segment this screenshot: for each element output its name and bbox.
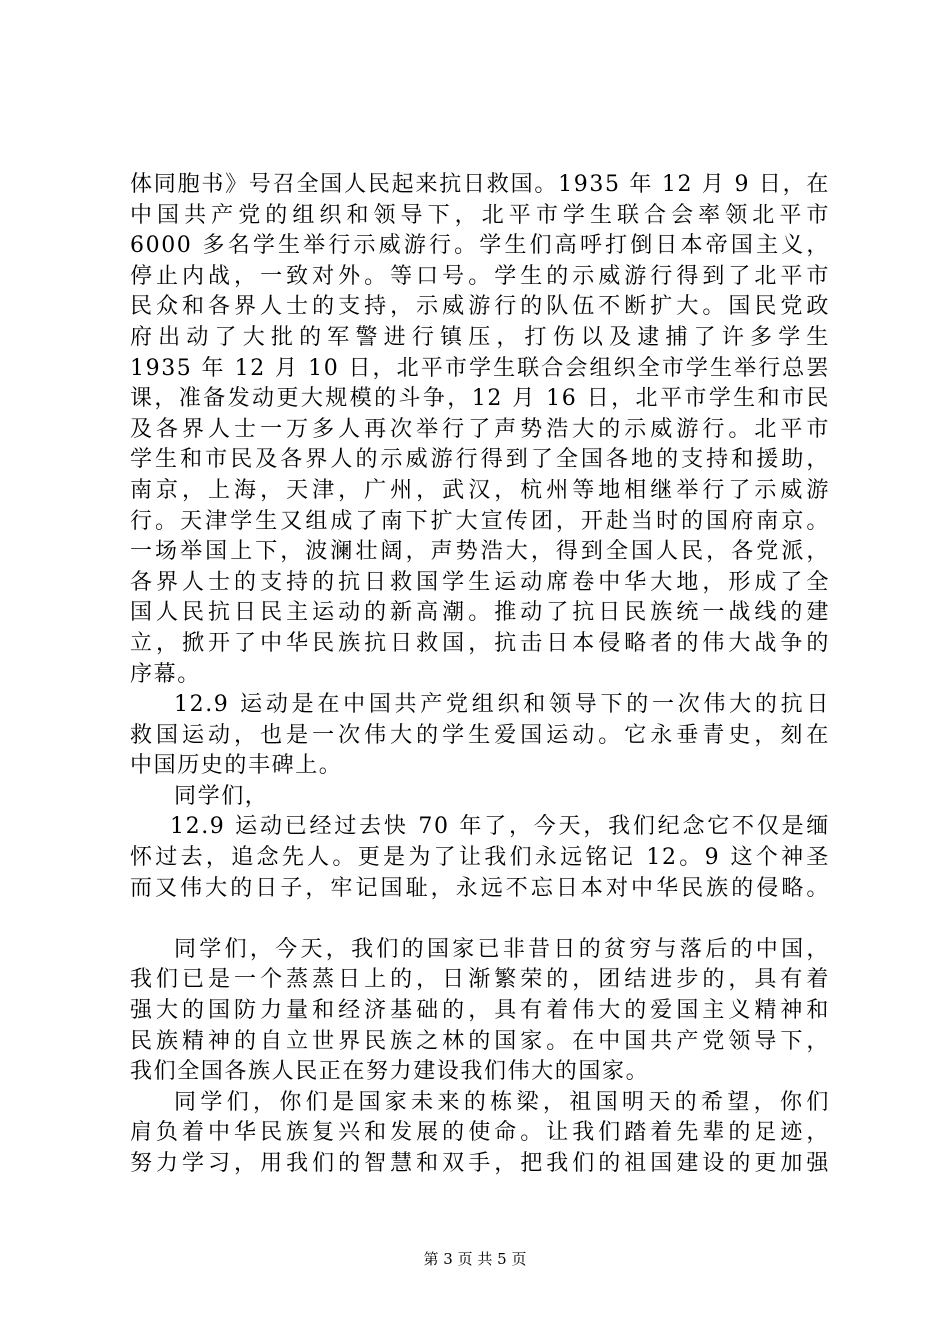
text-line: 民众和各界人士的支持，示威游行的队伍不断扩大。国民党政 <box>130 294 830 320</box>
text-line: 一场举国上下，波澜壮阔，声势浩大，得到全国人民，各党派， <box>130 539 830 565</box>
text-line: 序幕。 <box>130 661 201 687</box>
text-line: 肩负着中华民族复兴和发展的使命。让我们踏着先辈的足迹， <box>130 1120 830 1146</box>
paragraph-3 <box>130 782 830 813</box>
text-line: 我们已是一个蒸蒸日上的，日渐繁荣的，团结进步的，具有着 <box>130 967 830 993</box>
text-line: 府出动了大批的军警进行镇压，打伤以及逮捕了许多学生 <box>130 324 830 350</box>
text-line: 同学们，今天，我们的国家已非昔日的贫穷与落后的中国， <box>174 936 830 962</box>
text-line: 同学们， <box>174 783 269 809</box>
paragraph-4 <box>130 812 830 904</box>
text-line: 国人民抗日民主运动的新高潮。推动了抗日民族统一战线的建 <box>130 600 830 626</box>
paragraph-6 <box>130 1088 830 1180</box>
text-line: 12.9 运动已经过去快 70 年了，今天，我们纪念它不仅是缅 <box>170 814 830 840</box>
text-line: 课，准备发动更大规模的斗争，12 月 16 日，北平市学生和市民 <box>130 386 830 412</box>
page-number-footer: 第 3 页 共 5 页 <box>423 1250 527 1268</box>
text-line: 行。天津学生又组成了南下扩大宣传团，开赴当时的国府南京。 <box>130 508 830 534</box>
text-line: 1935 年 12 月 10 日，北平市学生联合会组织全市学生举行总罢 <box>130 355 830 381</box>
text-line: 怀过去，追念先人。更是为了让我们永远铭记 12。9 这个神圣 <box>130 845 830 871</box>
text-line: 同学们，你们是国家未来的栋梁，祖国明天的希望，你们 <box>174 1089 830 1115</box>
text-line: 民族精神的自立世界民族之林的国家。在中国共产党领导下， <box>130 1028 830 1054</box>
text-line: 中国共产党的组织和领导下，北平市学生联合会率领北平市 <box>130 202 830 228</box>
paragraph-1 <box>130 170 830 690</box>
text-line: 强大的国防力量和经济基础的，具有着伟大的爱国主义精神和 <box>130 998 830 1024</box>
text-line: 而又伟大的日子，牢记国耻，永远不忘日本对中华民族的侵略。 <box>130 875 830 901</box>
text-line: 体同胞书》号召全国人民起来抗日救国。1935 年 12 月 9 日，在 <box>130 172 830 197</box>
text-line: 救国运动，也是一次伟大的学生爱国运动。它永垂青史，刻在 <box>130 722 830 748</box>
text-line: 各界人士的支持的抗日救国学生运动席卷中华大地，形成了全 <box>130 569 830 595</box>
paragraph-2 <box>130 690 830 782</box>
text-line: 6000 多名学生举行示威游行。学生们高呼打倒日本帝国主义， <box>130 233 830 259</box>
text-line: 12.9 运动是在中国共产党组织和领导下的一次伟大的抗日 <box>174 692 830 718</box>
text-line: 南京，上海，天津，广州，武汉，杭州等地相继举行了示威游 <box>130 477 830 503</box>
text-line: 我们全国各族人民正在努力建设我们伟大的国家。 <box>130 1059 650 1085</box>
text-line: 学生和市民及各界人的示威游行得到了全国各地的支持和援助， <box>130 447 830 473</box>
text-line: 中国历史的丰碑上。 <box>130 753 343 779</box>
text-line: 停止内战，一致对外。等口号。学生的示威游行得到了北平市 <box>130 263 830 289</box>
text-line: 立，掀开了中华民族抗日救国，抗击日本侵略者的伟大战争的 <box>130 630 830 656</box>
document-body <box>130 170 830 1180</box>
text-line: 努力学习，用我们的智慧和双手，把我们的祖国建设的更加强 <box>130 1151 830 1176</box>
paragraph-5 <box>130 935 830 1088</box>
text-line: 及各界人士一万多人再次举行了声势浩大的示威游行。北平市 <box>130 416 830 442</box>
blank-line <box>130 904 830 935</box>
